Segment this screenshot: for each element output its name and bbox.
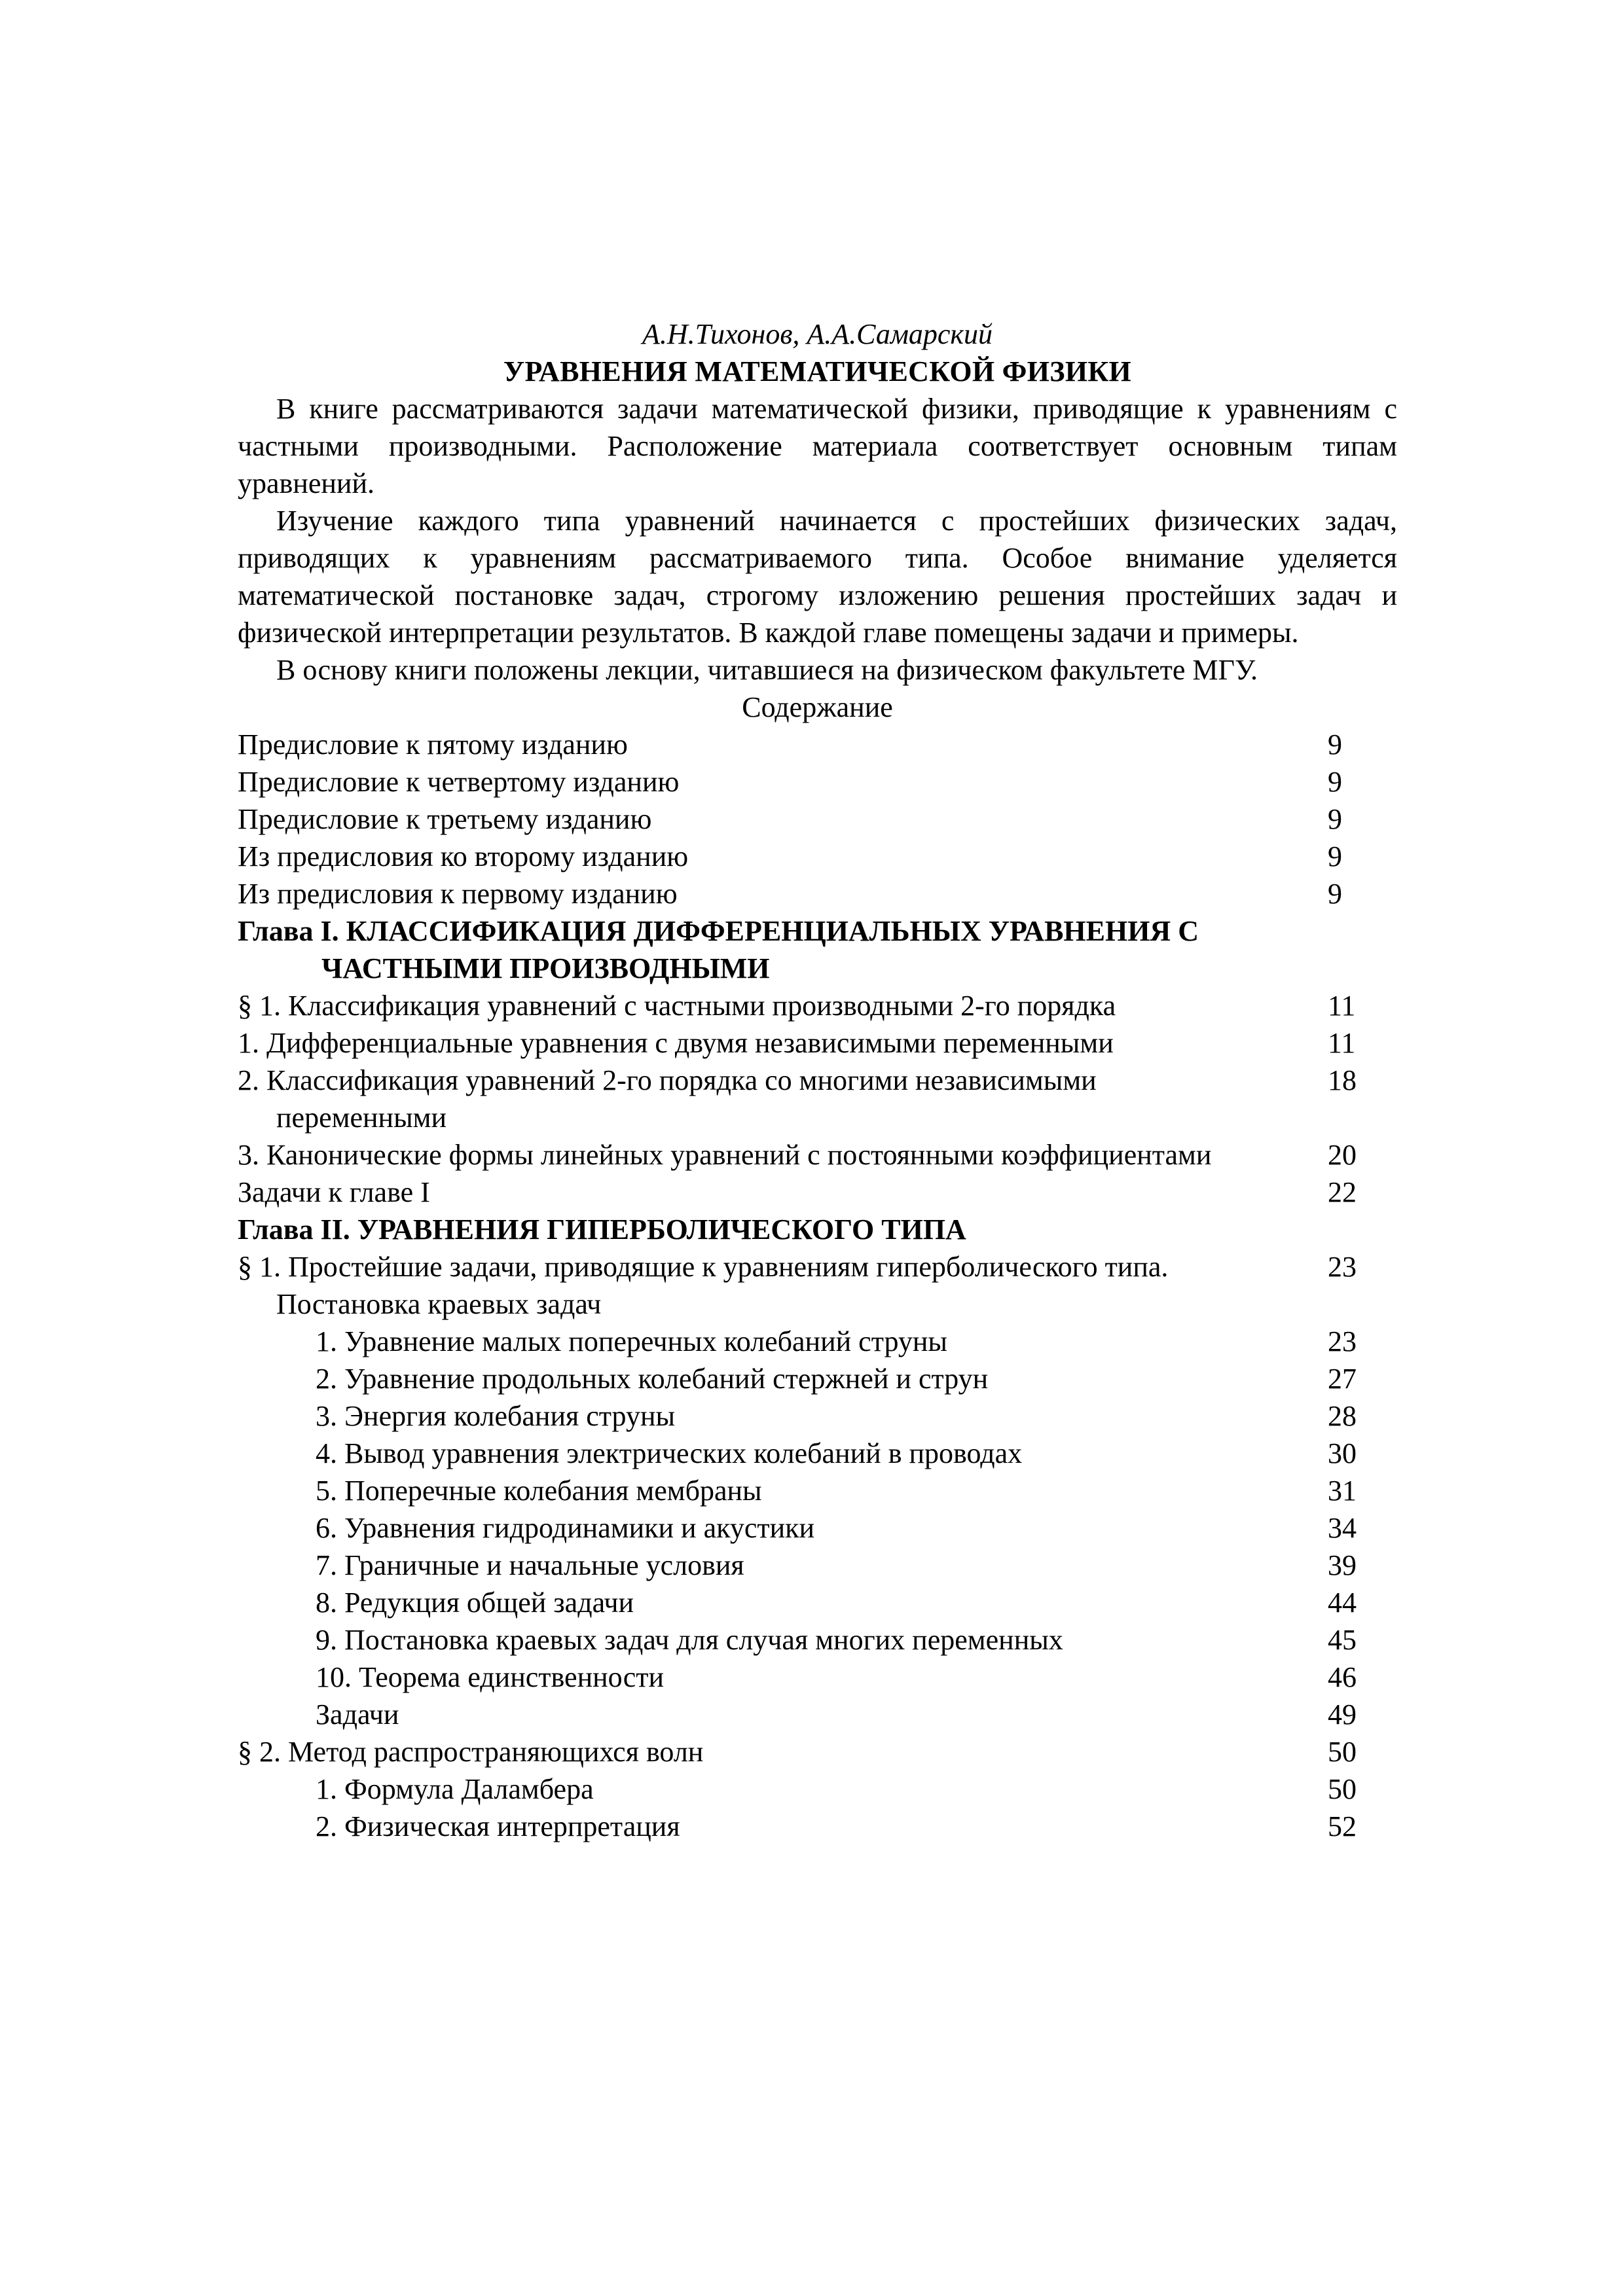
toc-entry-page-number: 9 (1328, 840, 1342, 872)
toc-entry-page-number: 49 (1328, 1698, 1357, 1731)
toc-entry (238, 1770, 1397, 1808)
toc-entry-page-number: 9 (1328, 728, 1342, 761)
toc-entry-page-number: 18 (1328, 1064, 1357, 1096)
toc-entry (238, 1397, 1397, 1435)
toc-entry (238, 987, 1397, 1024)
toc-entry-page-number: 45 (1328, 1624, 1357, 1656)
toc-entry (238, 726, 1397, 763)
toc-entry-page-number: 31 (1328, 1475, 1357, 1507)
toc-entry (238, 1174, 1397, 1211)
toc-entry-title: Задачи к главе I (238, 1176, 430, 1208)
toc-entry-title: Предисловие к пятому изданию (238, 728, 628, 761)
toc-entry (238, 1323, 1397, 1360)
toc-entry-page-number: 23 (1328, 1251, 1357, 1283)
toc-entry-title: Предисловие к четвертому изданию (238, 766, 680, 798)
table-of-contents (238, 726, 1397, 1845)
toc-entry-title: Предисловие к третьему изданию (238, 803, 652, 835)
toc-entry-title: 1. Дифференциальные уравнения с двумя независимыми переменными (238, 1027, 1114, 1059)
toc-entry (238, 1136, 1397, 1174)
toc-entry-title: 7. Граничные и начальные условия (316, 1549, 744, 1581)
book-title: УРАВНЕНИЯ МАТЕМАТИЧЕСКОЙ ФИЗИКИ (503, 355, 1132, 387)
toc-entry-page-number: 50 (1328, 1736, 1357, 1768)
toc-entry-page-number: 30 (1328, 1437, 1357, 1469)
toc-entry-page-number: 20 (1328, 1139, 1357, 1171)
toc-entry-title: Глава I. КЛАССИФИКАЦИЯ ДИФФЕРЕНЦИАЛЬНЫХ УРАВНЕНИЯ С ЧАСТНЫМИ ПРОИЗВОДНЫМИ (238, 915, 1199, 984)
toc-entry-title: § 1. Классификация уравнений с частными производными 2-го порядка (238, 990, 1116, 1022)
toc-entry (238, 763, 1397, 800)
description-paragraph: Изучение каждого типа уравнений начинается с простейших физических задач, приводящих к уравнениям рассматриваемого типа. Особое внимание уделяется математической постановке задач, строгому изложению решения простейших задач и физической интерпретации результатов. В каждой главе помещены задачи и примеры. (238, 505, 1397, 649)
toc-entry-page-number: 39 (1328, 1549, 1357, 1581)
toc-entry-title: Задачи (316, 1698, 399, 1731)
toc-entry-page-number: 50 (1328, 1773, 1357, 1805)
toc-entry-page-number: 11 (1328, 990, 1356, 1022)
toc-entry (238, 1509, 1397, 1547)
description-paragraph: В основу книги положены лекции, читавшиеся на физическом факультете МГУ. (276, 654, 1258, 686)
toc-entry-page-number: 23 (1328, 1325, 1357, 1357)
toc-entry-title: § 1. Простейшие задачи, приводящие к уравнениям гиперболического типа. Постановка краевых задач (238, 1251, 1169, 1320)
toc-entry-title: 5. Поперечные колебания мембраны (316, 1475, 762, 1507)
toc-entry (238, 1547, 1397, 1584)
toc-heading: Содержание (742, 691, 893, 723)
toc-entry-page-number: 46 (1328, 1661, 1357, 1693)
toc-chapter-heading (238, 1211, 1397, 1248)
toc-entry-page-number: 11 (1328, 1027, 1356, 1059)
toc-entry-title: Глава II. УРАВНЕНИЯ ГИПЕРБОЛИЧЕСКОГО ТИПА (238, 1213, 966, 1246)
toc-entry-title: 10. Теорема единственности (316, 1661, 665, 1693)
toc-entry (238, 1808, 1397, 1845)
toc-entry-title: 6. Уравнения гидродинамики и акустики (316, 1512, 815, 1544)
toc-entry-page-number: 44 (1328, 1587, 1357, 1619)
toc-entry-title: 9. Постановка краевых задач для случая многих переменных (316, 1624, 1063, 1656)
toc-entry-page-number: 52 (1328, 1810, 1357, 1842)
toc-entry-title: 2. Физическая интерпретация (316, 1810, 680, 1842)
toc-entry-page-number: 27 (1328, 1363, 1357, 1395)
toc-entry (238, 1472, 1397, 1509)
toc-entry (238, 838, 1397, 875)
toc-entry (238, 1696, 1397, 1733)
toc-entry-title: 1. Формула Даламбера (316, 1773, 594, 1805)
toc-entry (238, 1659, 1397, 1696)
toc-entry-page-number: 9 (1328, 766, 1342, 798)
toc-entry (238, 1024, 1397, 1062)
toc-entry-title: 3. Канонические формы линейных уравнений с постоянными коэффициентами (238, 1139, 1212, 1171)
toc-entry (238, 1435, 1397, 1472)
toc-entry-title: 3. Энергия колебания струны (316, 1400, 676, 1432)
toc-entry-title: 2. Классификация уравнений 2-го порядка со многими независимыми переменными (238, 1064, 1097, 1134)
toc-entry-title: 2. Уравнение продольных колебаний стержней и струн (316, 1363, 989, 1395)
toc-entry-title: 8. Редукция общей задачи (316, 1587, 634, 1619)
book-authors: А.Н.Тихонов, А.А.Самарский (642, 318, 993, 350)
toc-entry-title: 1. Уравнение малых поперечных колебаний струны (316, 1325, 947, 1357)
toc-entry-title: § 2. Метод распространяющихся волн (238, 1736, 704, 1768)
toc-entry (238, 1248, 1397, 1323)
toc-entry-page-number: 28 (1328, 1400, 1357, 1432)
toc-entry (238, 1584, 1397, 1621)
toc-entry-page-number: 34 (1328, 1512, 1357, 1544)
toc-entry (238, 1621, 1397, 1659)
toc-entry-title: Из предисловия ко второму изданию (238, 840, 689, 872)
toc-entry (238, 800, 1397, 838)
toc-entry (238, 1360, 1397, 1397)
toc-chapter-heading (238, 912, 1397, 987)
toc-entry-page-number: 9 (1328, 878, 1342, 910)
toc-entry (238, 1733, 1397, 1770)
toc-entry-page-number: 22 (1328, 1176, 1357, 1208)
toc-entry (238, 875, 1397, 912)
toc-entry-title: 4. Вывод уравнения электрических колебаний в проводах (316, 1437, 1023, 1469)
description-paragraph: В книге рассматриваются задачи математической физики, приводящие к уравнениям с частными производными. Расположение материала соответствует основным типам уравнений. (238, 393, 1397, 499)
toc-entry-page-number: 9 (1328, 803, 1342, 835)
page-content (238, 315, 1397, 1845)
toc-entry (238, 1062, 1397, 1136)
toc-entry-title: Из предисловия к первому изданию (238, 878, 678, 910)
